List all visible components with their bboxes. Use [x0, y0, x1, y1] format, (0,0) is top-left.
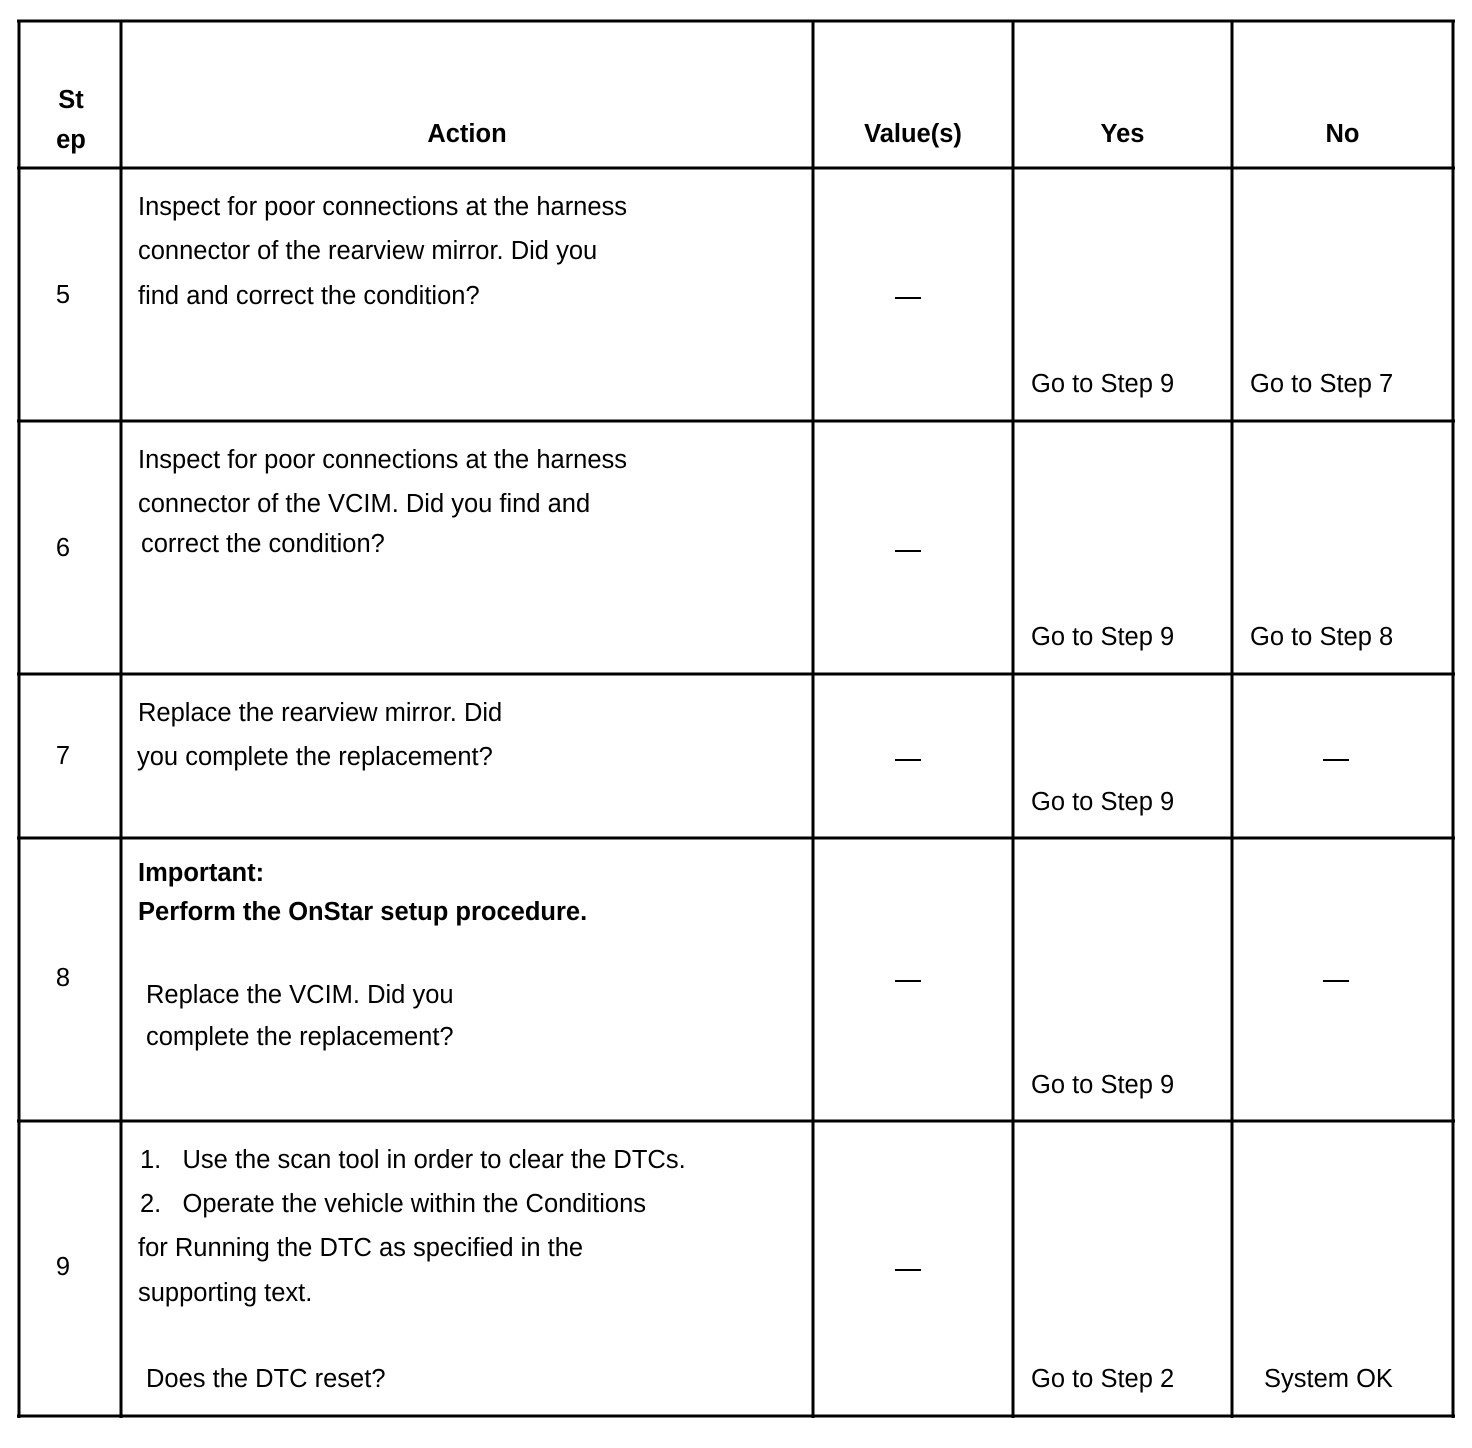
yes-link[interactable]: Go to Step 9: [1031, 788, 1175, 816]
value-dash: [895, 550, 921, 552]
yes-link[interactable]: Go to Step 9: [1031, 370, 1175, 398]
no-text: [1323, 969, 1324, 970]
step-number: 6: [55, 534, 71, 562]
action-line: Replace the VCIM. Did you: [146, 981, 454, 1009]
action-line: connector of the rearview mirror. Did you: [138, 237, 598, 265]
value-text: [895, 286, 896, 287]
header-yes: Yes: [1100, 120, 1145, 148]
action-line: Inspect for poor connections at the harness: [138, 193, 628, 221]
header-step: [21, 80, 121, 160]
value-dash: [895, 297, 921, 299]
action-line: correct the condition?: [141, 530, 385, 558]
list-item: 2. Operate the vehicle within the Conditions: [140, 1190, 647, 1218]
value-text: [895, 748, 896, 749]
step-number: 9: [55, 1253, 71, 1281]
value-text: [895, 539, 896, 540]
no-text: [1323, 748, 1324, 749]
header-no: No: [1325, 120, 1360, 148]
no-result: System OK: [1264, 1365, 1393, 1393]
value-dash: [895, 1269, 921, 1271]
header-values: Value(s): [864, 120, 962, 148]
step-number: 8: [55, 964, 71, 992]
action-line: Replace the rearview mirror. Did: [138, 699, 503, 727]
action-line: Inspect for poor connections at the harness: [138, 446, 628, 474]
yes-link[interactable]: Go to Step 2: [1031, 1365, 1175, 1393]
yes-link[interactable]: Go to Step 9: [1031, 1071, 1175, 1099]
action-line: complete the replacement?: [146, 1023, 454, 1051]
value-text: [895, 1258, 896, 1259]
action-line: you complete the replacement?: [137, 743, 493, 771]
value-text: [895, 969, 896, 970]
action-line: supporting text.: [138, 1279, 313, 1307]
header-action: Action: [427, 120, 507, 148]
step-number: 5: [55, 281, 71, 309]
no-dash: [1323, 980, 1349, 982]
action-line: find and correct the condition?: [138, 282, 480, 310]
value-dash: [895, 980, 921, 982]
value-dash: [895, 759, 921, 761]
action-line: for Running the DTC as specified in the: [138, 1234, 584, 1262]
no-link[interactable]: Go to Step 7: [1250, 370, 1394, 398]
action-line: connector of the VCIM. Did you find and: [138, 490, 591, 518]
no-dash: [1323, 759, 1349, 761]
yes-link[interactable]: Go to Step 9: [1031, 623, 1175, 651]
no-link[interactable]: Go to Step 8: [1250, 623, 1394, 651]
question: Does the DTC reset?: [146, 1365, 386, 1393]
step-number: 7: [55, 742, 71, 770]
header-step-line2: ep: [56, 126, 86, 154]
important-text: Perform the OnStar setup procedure.: [138, 898, 588, 926]
important-label: Important:: [138, 859, 265, 887]
list-item: 1. Use the scan tool in order to clear the DTCs.: [140, 1146, 686, 1174]
header-step-line1: St: [58, 86, 84, 114]
